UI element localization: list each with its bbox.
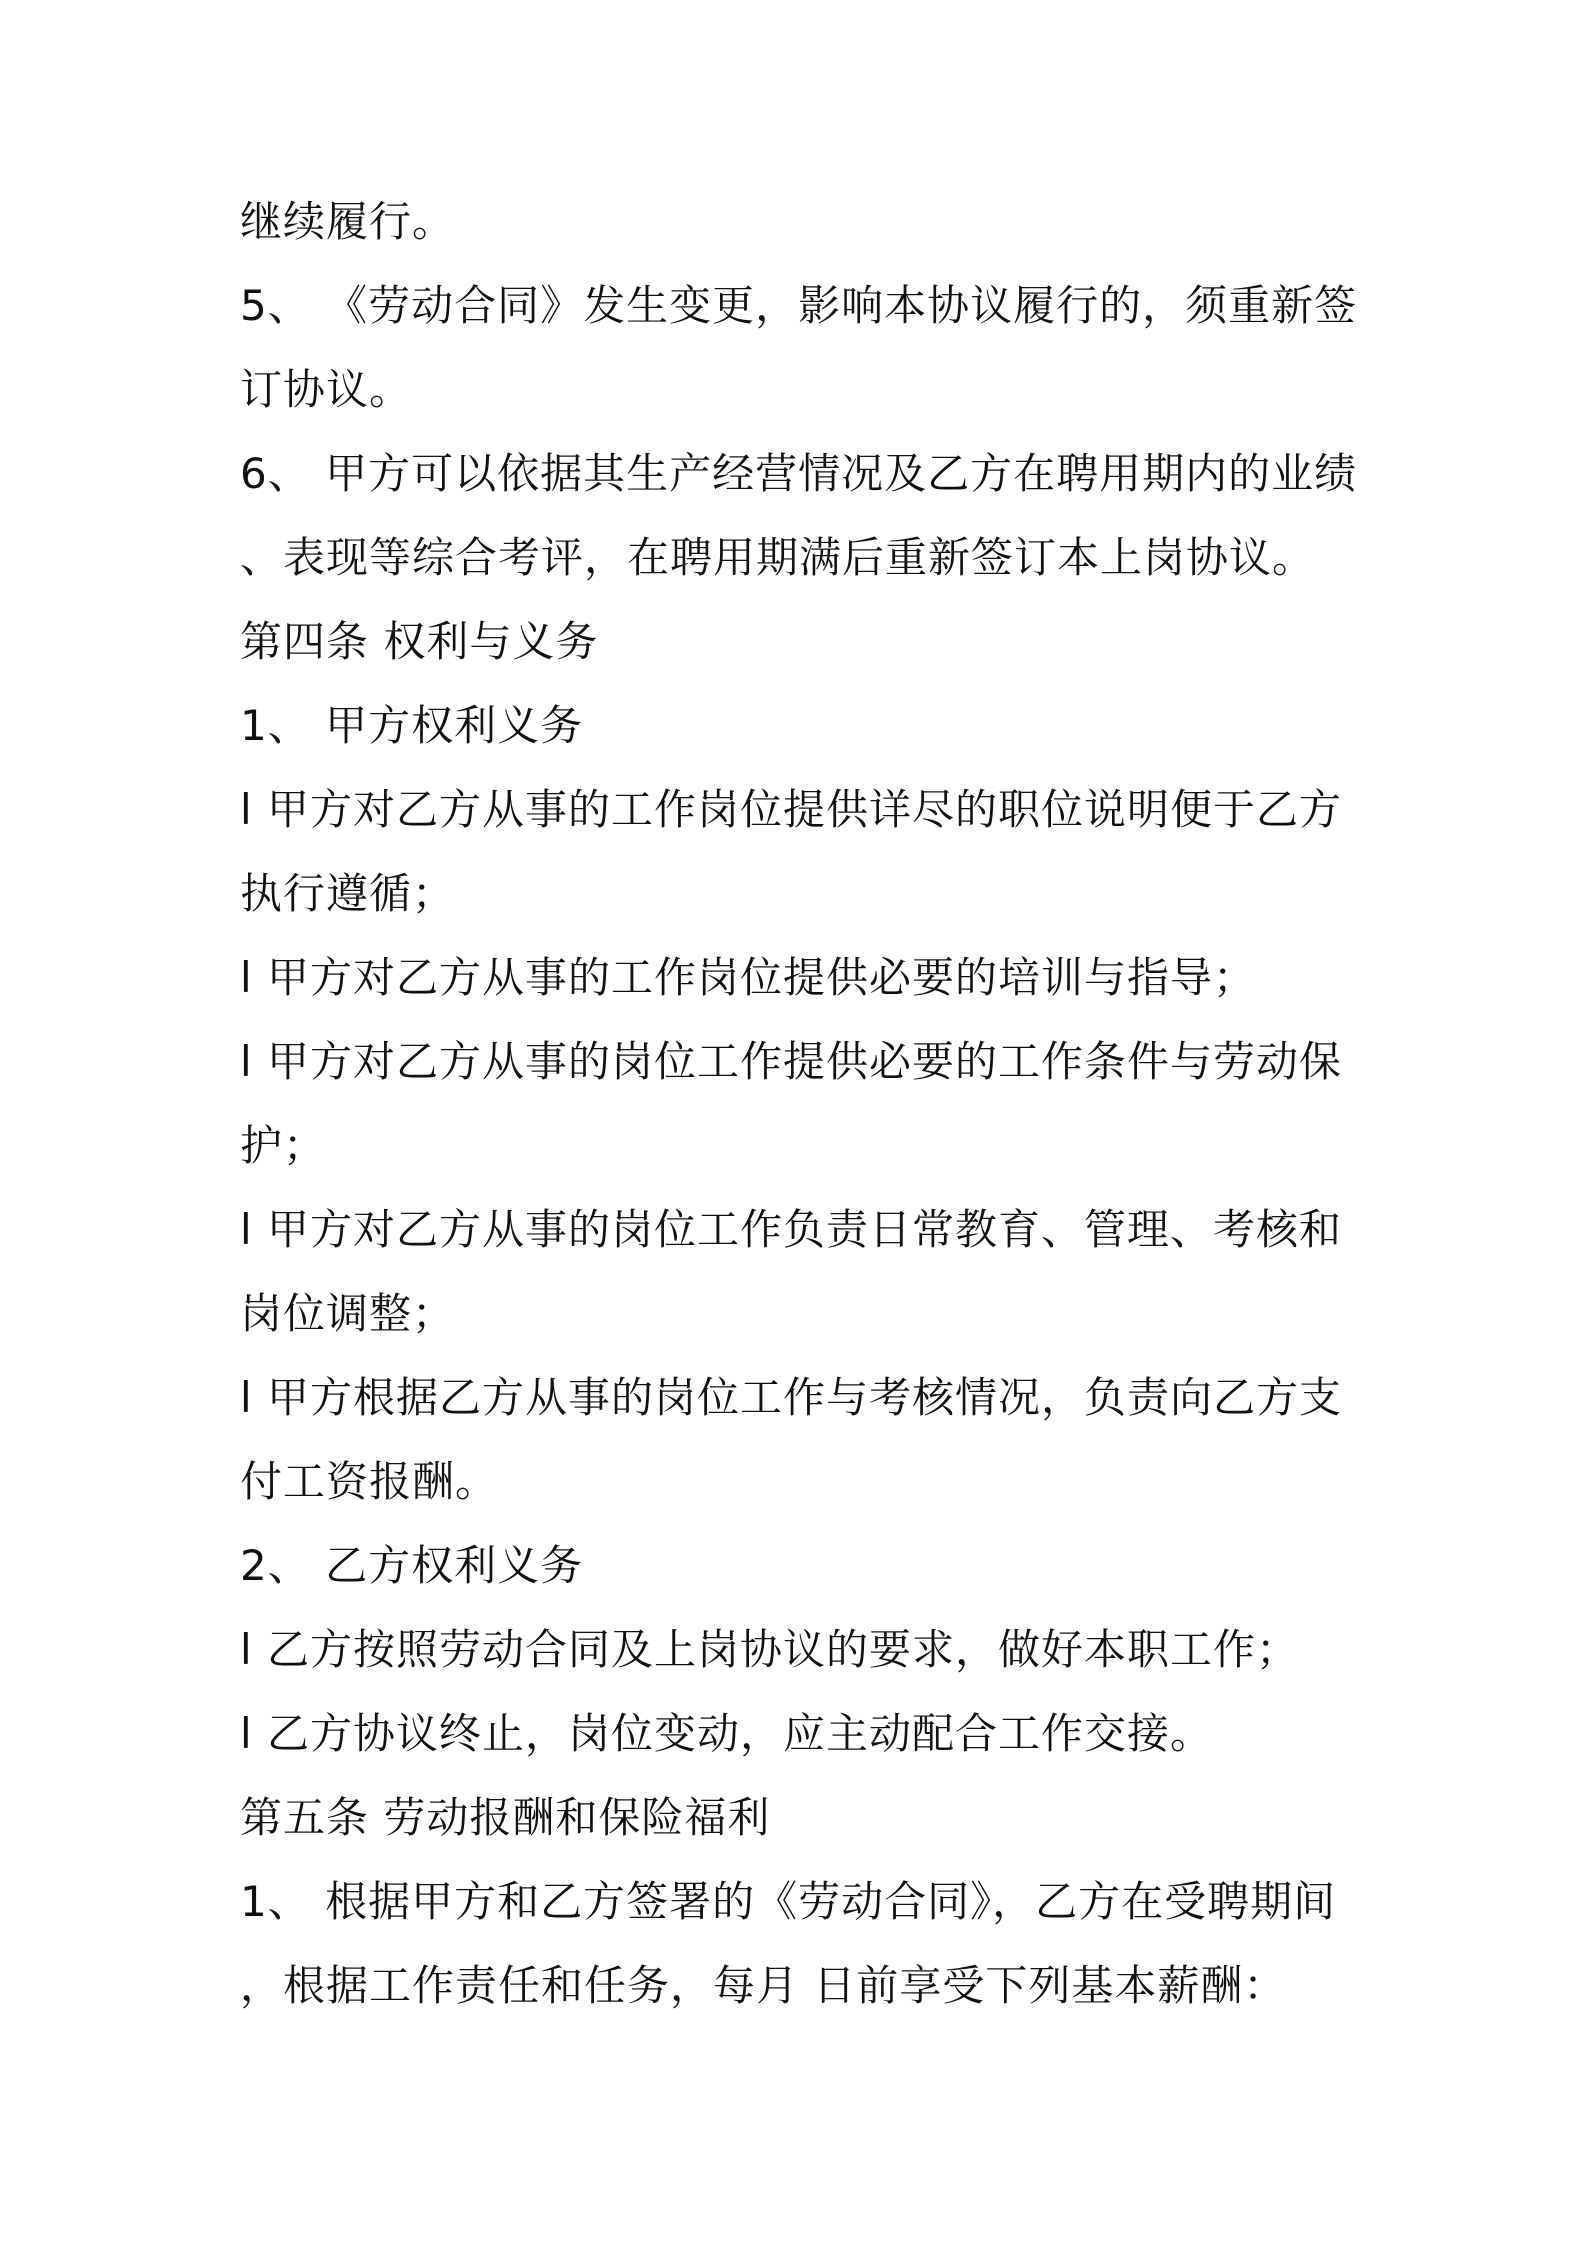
section-heading-4: 第四条 权利与义务 — [240, 617, 599, 666]
section-heading-5: 第五条 劳动报酬和保险福利 — [240, 1793, 771, 1842]
text-line-7: 1、 甲方权利义务 — [240, 701, 584, 750]
text-line-11: l 甲方对乙方从事的岗位工作提供必要的工作条件与劳动保 — [240, 1037, 1343, 1086]
text-line-16: 付工资报酬。 — [240, 1457, 499, 1506]
text-line-22: ，根据工作责任和任务，每月 日前享受下列基本薪酬： — [240, 1961, 1287, 2010]
text-line-1: 继续履行。 — [240, 197, 456, 246]
text-line-13: l 甲方对乙方从事的岗位工作负责日常教育、管理、考核和 — [240, 1205, 1343, 1254]
text-line-12: 护； — [240, 1121, 327, 1170]
text-line-10: l 甲方对乙方从事的工作岗位提供必要的培训与指导； — [240, 953, 1257, 1002]
text-line-17: 2、 乙方权利义务 — [240, 1541, 584, 1590]
text-line-18: l 乙方按照劳动合同及上岗协议的要求，做好本职工作； — [240, 1625, 1300, 1674]
text-line-14: 岗位调整； — [240, 1289, 456, 1338]
text-line-9: 执行遵循； — [240, 869, 456, 918]
text-line-21: 1、 根据甲方和乙方签署的《劳动合同》，乙方在受聘期间 — [240, 1877, 1337, 1926]
text-line-5: 、表现等综合考评，在聘用期满后重新签订本上岗协议。 — [240, 533, 1316, 582]
text-line-15: l 甲方根据乙方从事的岗位工作与考核情况，负责向乙方支 — [240, 1373, 1343, 1422]
text-line-8: l 甲方对乙方从事的工作岗位提供详尽的职位说明便于乙方 — [240, 785, 1343, 834]
text-line-2: 5、 《劳动合同》发生变更，影响本协议履行的，须重新签 — [240, 281, 1358, 330]
text-line-3: 订协议。 — [240, 365, 413, 414]
text-line-19: l 乙方协议终止，岗位变动，应主动配合工作交接。 — [240, 1709, 1214, 1758]
text-line-4: 6、 甲方可以依据其生产经营情况及乙方在聘用期内的业绩 — [240, 449, 1358, 498]
